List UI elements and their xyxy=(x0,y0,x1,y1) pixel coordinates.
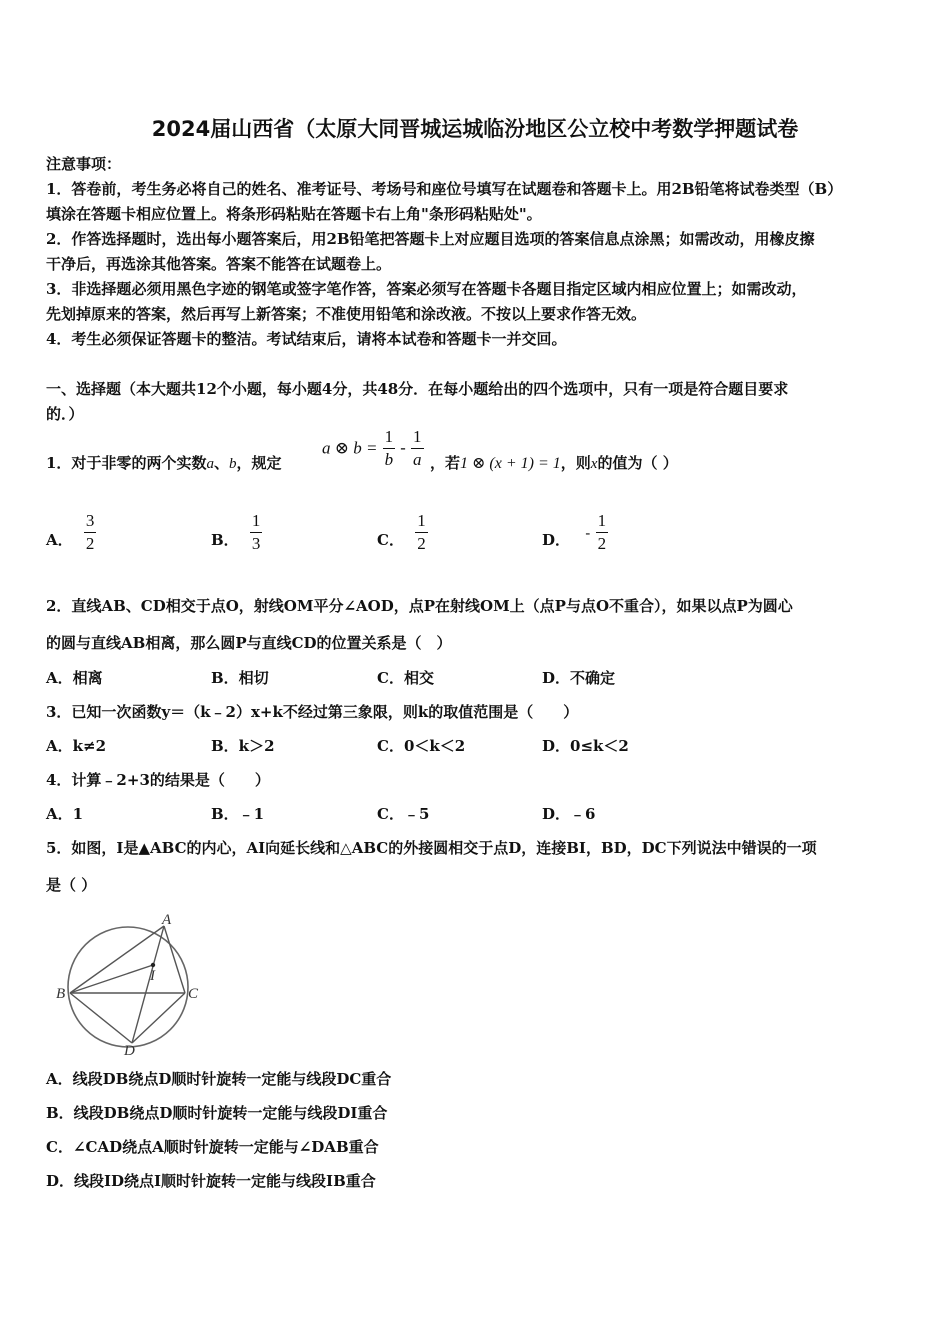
q3-option-c[interactable]: C．0＜k＜2 xyxy=(377,737,466,755)
q2-option-c[interactable]: C．相交 xyxy=(377,669,434,687)
segment-ad xyxy=(132,926,164,1043)
q1-condition: ，若1 ⊗ (x + 1) = 1，则x的值为（ ） xyxy=(430,454,678,472)
q4-option-d[interactable]: D．﹣6 xyxy=(542,805,596,823)
q3-option-d[interactable]: D．0≤k＜2 xyxy=(542,737,629,755)
segment-bd xyxy=(70,993,132,1043)
q3-option-b[interactable]: B．k＞2 xyxy=(211,737,275,755)
q3-stem: 3．已知一次函数y＝（k﹣2）x+k不经过第三象限，则k的取值范围是（ ） xyxy=(46,703,579,721)
q5-option-b[interactable]: B．线段DB绕点D顺时针旋转一定能与线段DI重合 xyxy=(46,1104,388,1122)
label-b: B xyxy=(56,986,66,1002)
q2-option-d[interactable]: D．不确定 xyxy=(542,669,616,687)
q1-option-b[interactable]: B． $\frac{1}{3}$ xyxy=(211,511,261,553)
notice-line-2a: 2．作答选择题时，选出每小题答案后，用2B铅笔把答题卡上对应题目选项的答案信息点涂黑；如需改动，用橡皮擦 xyxy=(46,230,815,248)
notice-line-4: 4．考生必须保证答题卡的整洁。考试结束后，请将本试卷和答题卡一并交回。 xyxy=(46,330,567,348)
q2-option-b[interactable]: B．相切 xyxy=(211,669,269,687)
q2-stem-line2: 的圆与直线AB相离，那么圆P与直线CD的位置关系是（ ） xyxy=(46,634,452,652)
incenter-point xyxy=(151,963,155,967)
label-a: A xyxy=(162,912,172,928)
q2-stem-line1: 2．直线AB、CD相交于点O，射线OM平分∠AOD，点P在射线OM上（点P与点O不重合），如果以点P为圆心 xyxy=(46,597,793,615)
section-heading-line2: 的．） xyxy=(46,405,84,423)
q4-option-b[interactable]: B．﹣1 xyxy=(211,805,265,823)
q1-definition: a ⊗ b = $\frac{1}{b}$ - $\frac{1}{a}$ xyxy=(322,427,422,469)
q3-option-a[interactable]: A．k≠2 xyxy=(46,737,107,755)
q1-option-d[interactable]: D． - $\frac{1}{2}$ xyxy=(542,511,607,553)
notice-line-3b: 先划掉原来的答案，然后再写上新答案；不准使用铅笔和涂改液。不按以上要求作答无效。 xyxy=(46,305,647,323)
q1-stem: 1．对于非零的两个实数a、b，规定 xyxy=(46,454,282,472)
q2-option-a[interactable]: A．相离 xyxy=(46,669,103,687)
segment-dc xyxy=(132,993,185,1043)
notice-heading: 注意事项： xyxy=(46,155,122,173)
section-heading-line1: 一、选择题（本大题共12个小题，每小题4分，共48分．在每小题给出的四个选项中，只有一项是符合题目要求 xyxy=(46,380,789,398)
page-title: 2024届山西省（太原大同晋城运城临汾地区公立校中考数学押题试卷 xyxy=(151,117,799,141)
label-d: D xyxy=(124,1043,135,1057)
q5-option-d[interactable]: D．线段ID绕点I顺时针旋转一定能与线段IB重合 xyxy=(46,1172,376,1190)
label-i: I xyxy=(150,968,155,984)
notice-line-2b: 干净后，再选涂其他答案。答案不能答在试题卷上。 xyxy=(46,255,392,273)
q4-option-a[interactable]: A．1 xyxy=(46,805,84,823)
notice-line-1a: 1．答卷前，考生务必将自己的姓名、准考证号、考场号和座位号填写在试题卷和答题卡上。用2B铅笔将试卷类型（B） xyxy=(46,180,843,198)
q1-option-c[interactable]: C． $\frac{1}{2}$ xyxy=(377,511,426,553)
q4-option-c[interactable]: C．﹣5 xyxy=(377,805,430,823)
q4-stem: 4．计算﹣2+3的结果是（ ） xyxy=(46,771,270,789)
notice-line-1b: 填涂在答题卡相应位置上。将条形码粘贴在答题卡右上角"条形码粘贴处"。 xyxy=(46,205,542,223)
q5-figure-circle-triangle xyxy=(50,905,210,1057)
q5-stem-line1: 5．如图，I是▲ABC的内心，AI向延长线和△ABC的外接圆相交于点D，连接BI，BD，DC下列说法中错误的一项 xyxy=(46,839,817,857)
q1-option-a[interactable]: A． $\frac{3}{2}$ xyxy=(46,511,95,553)
notice-line-3a: 3．非选择题必须用黑色字迹的钢笔或签字笔作答，答案必须写在答题卡各题目指定区域内相应位置上；如需改动， xyxy=(46,280,807,298)
label-c: C xyxy=(188,986,199,1002)
q5-option-a[interactable]: A．线段DB绕点D顺时针旋转一定能与线段DC重合 xyxy=(46,1070,392,1088)
segment-bi xyxy=(70,965,153,993)
q5-stem-line2: 是（ ） xyxy=(46,876,97,894)
q5-option-c[interactable]: C．∠CAD绕点A顺时针旋转一定能与∠DAB重合 xyxy=(46,1138,379,1156)
